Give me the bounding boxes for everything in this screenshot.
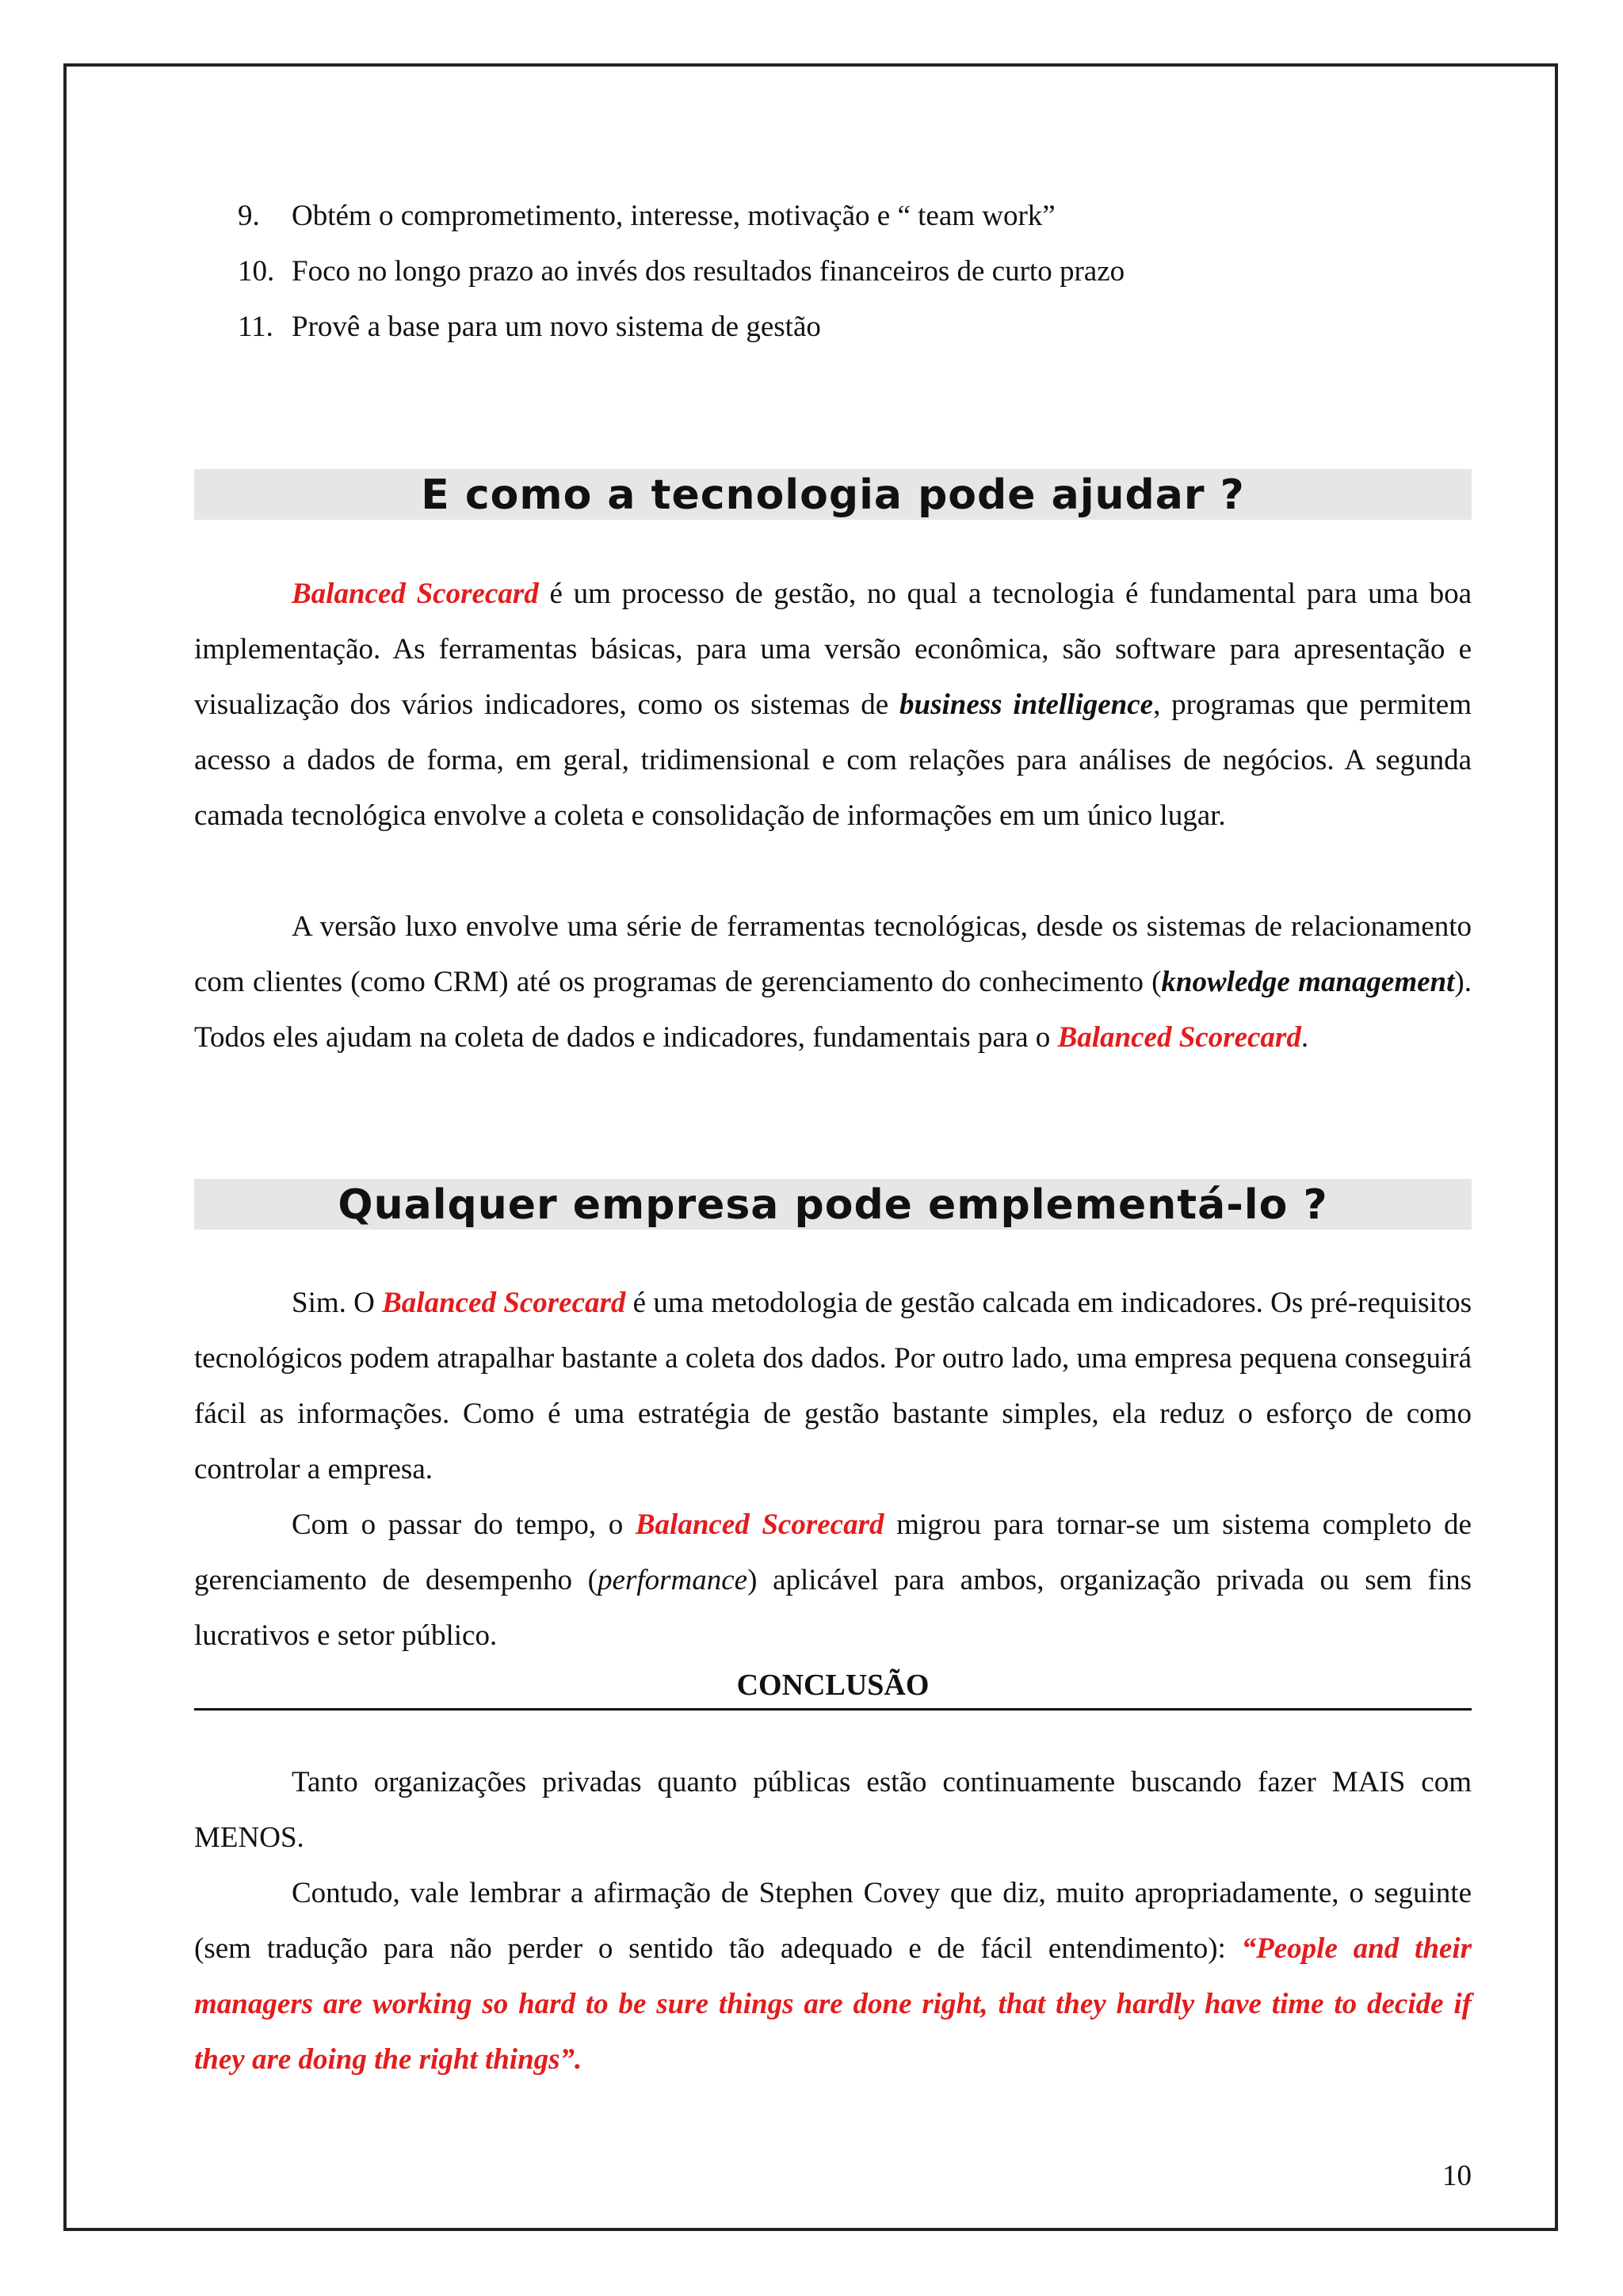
paragraph-text: ). Todos eles ajudam na coleta de dados e indicadores, fundamentais para o [194, 966, 1472, 1054]
list-number: 9. [238, 200, 260, 232]
paragraph-text: Contudo, vale lembrar a afirmação de Stephen Covey que diz, muito apropriadamente, o seguinte (sem tradução para não perder o sentido tão adequado e de fácil entendimento): [194, 1877, 1472, 1965]
section-heading-tecnologia: E como a tecnologia pode ajudar ? [194, 469, 1472, 520]
paragraph-text: . [1300, 1021, 1309, 1054]
page-number: 10 [1442, 2160, 1472, 2192]
term-performance: performance [598, 1564, 748, 1596]
paragraph-text: migrou para tornar-se um sistema completo de gerenciamento de desempenho ( [194, 1508, 1472, 1596]
term-knowledge-management: knowledge management [1161, 966, 1455, 998]
term-business-intelligence: business intelligence [899, 688, 1154, 721]
list-item [238, 189, 1125, 244]
paragraph-conclusao-1: Tanto organizações privadas quanto públicas estão continuamente buscando fazer MAIS com MENOS. [194, 1766, 1472, 1854]
term-balanced-scorecard: Balanced Scorecard [635, 1508, 884, 1541]
list-number: 11. [238, 311, 273, 343]
paragraph-empresa-1 [194, 1276, 1472, 1497]
list-item [238, 299, 1125, 355]
paragraph-text: ) aplicável para ambos, organização privada ou sem fins lucrativos e setor público. [194, 1564, 1472, 1652]
term-balanced-scorecard: Balanced Scorecard [382, 1287, 626, 1319]
covey-quote: “People and their managers are working so hard to be sure things are done right, that they hardly have time to decide if they are doing the right things”. [194, 1932, 1472, 2076]
paragraph-text: é um processo de gestão, no qual a tecnologia é fundamental para uma boa implementação. As ferramentas básicas, para uma versão econômica, são software para apresentação e visualização dos vários indicadores, como os sistemas de [194, 578, 1472, 721]
section-heading-empresa: Qualquer empresa pode emplementá-lo ? [194, 1179, 1472, 1230]
conclusion-title: CONCLUSÃO [194, 1662, 1472, 1711]
paragraph-conclusao-2 [194, 1866, 1472, 2088]
benefits-list [238, 189, 1125, 355]
term-balanced-scorecard: Balanced Scorecard [1057, 1021, 1301, 1054]
list-text: Provê a base para um novo sistema de gestão [292, 311, 821, 343]
paragraph-text: A versão luxo envolve uma série de ferramentas tecnológicas, desde os sistemas de relacionamento com clientes (como CRM) até os programas de gerenciamento do conhecimento ( [194, 910, 1472, 998]
list-number: 10. [238, 255, 275, 288]
paragraph-empresa-2 [194, 1497, 1472, 1664]
term-balanced-scorecard: Balanced Scorecard [292, 578, 539, 610]
list-text: Obtém o comprometimento, interesse, motivação e “ team work” [292, 200, 1056, 232]
paragraph-text: é uma metodologia de gestão calcada em indicadores. Os pré-requisitos tecnológicos podem atrapalhar bastante a coleta dos dados. Por outro lado, uma empresa pequena conseguirá fácil as informações. Como é uma estratégia de gestão bastante simples, ela reduz o esforço de como controlar a empresa. [194, 1287, 1472, 1486]
paragraph-text: Sim. O [292, 1287, 383, 1319]
paragraph-text: , programas que permitem acesso a dados de forma, em geral, tridimensional e com relações para análises de negócios. A segunda camada tecnológica envolve a coleta e consolidação de informações em um único lugar. [194, 688, 1472, 832]
paragraph-tecnologia-2 [194, 899, 1472, 1066]
list-item [238, 244, 1125, 299]
paragraph-text: Com o passar do tempo, o [292, 1508, 636, 1541]
list-text: Foco no longo prazo ao invés dos resultados financeiros de curto prazo [292, 255, 1125, 288]
paragraph-tecnologia-1 [194, 566, 1472, 844]
